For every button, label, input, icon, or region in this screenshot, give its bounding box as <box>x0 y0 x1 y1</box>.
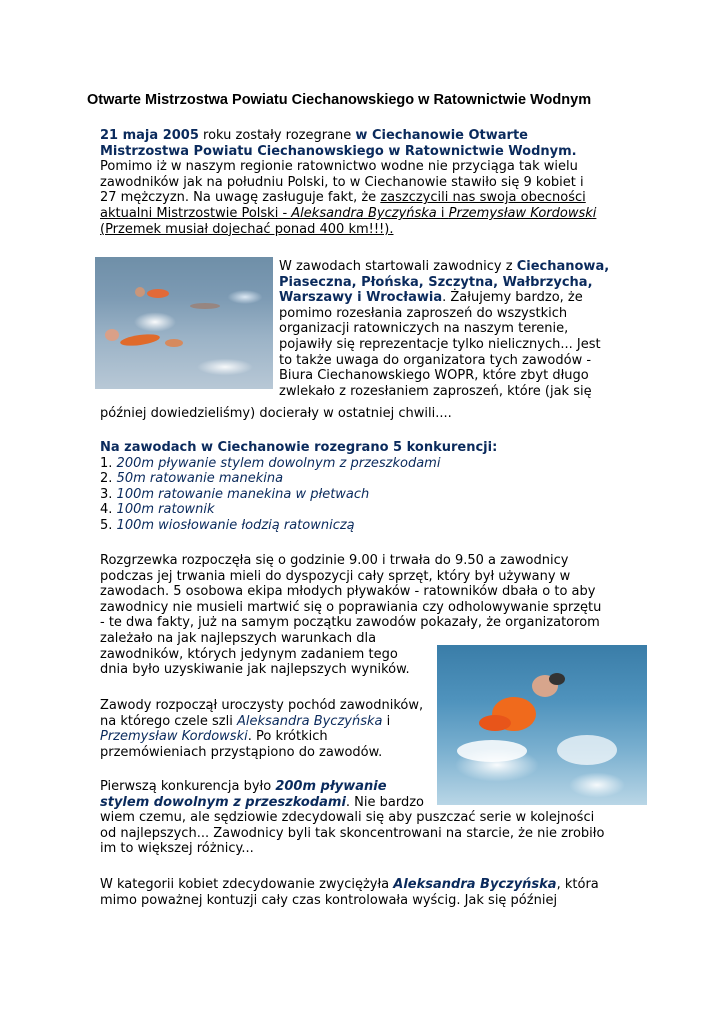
competitions-heading: Na zawodach w Ciechanowie rozegrano 5 konkurencji: <box>100 440 498 455</box>
list-item: 5. 100m wiosłowanie łodzią ratowniczą <box>100 517 355 533</box>
competitions-section <box>100 440 497 534</box>
swimming-photo <box>95 257 273 389</box>
cities-bold: Ciechanowa, <box>516 259 610 274</box>
list-item: 2. 50m ratowanie manekina <box>100 471 284 487</box>
list-item: 1. 200m pływanie stylem dowolnym z przeszkodami <box>100 455 441 471</box>
intro-text: aktualni Mistrzostwie Polski - <box>100 205 292 221</box>
intro-text: 27 mężczyzn. Na uwagę zasługuje fakt, że <box>100 190 381 206</box>
intro-line: (Przemek musiał dojechać ponad 400 km!!!). <box>100 221 394 237</box>
intro-paragraph <box>100 128 596 237</box>
participants-line: organizacji ratowniczych na naszym terenie, <box>279 321 569 337</box>
participants-line: Biura Ciechanowskiego WOPR, które zbyt długo <box>279 368 589 384</box>
competition-name: stylem dowolnym z przeszkodami <box>100 794 346 810</box>
participants-last-line: później dowiedzieliśmy) docierały w ostatniej chwili.... <box>100 406 452 421</box>
participants-line: zwlekało z rozesłaniem zaproszeń, które (jak się <box>279 383 592 399</box>
intro-text: roku zostały rozegrane <box>198 128 356 143</box>
cities-bold: Warszawy i Wrocławia <box>279 290 443 306</box>
participants-line: pomimo rozesłania zaproszeń do wszystkich <box>279 305 568 321</box>
event-date: 21 maja 2005 <box>100 128 199 143</box>
participants-text: . Żałujemy bardzo, że <box>442 290 583 306</box>
intro-line: Pomimo iż w naszym regionie ratownictwo wodne nie przyciąga tak wielu <box>100 159 578 175</box>
list-item: 4. 100m ratownik <box>100 502 215 518</box>
athlete-name: Aleksandra Byczyńska <box>236 713 383 729</box>
intro-line: zawodników jak na południu Polski, to w Ciechanowie stawiło się 9 kobiet i <box>100 174 584 190</box>
page-title: Otwarte Mistrzostwa Powiatu Ciechanowskiego w Ratownictwie Wodnym <box>87 92 592 108</box>
intro-bold: w Ciechanowie Otwarte <box>355 128 528 143</box>
intro-underlined: zaszczycili nas swoja obecności <box>380 190 586 206</box>
winner-name: Aleksandra Byczyńska <box>393 877 557 892</box>
athlete-name: Aleksandra Byczyńska <box>291 205 441 221</box>
ceremony-paragraph: Zawody rozpoczął uroczysty pochód zawodników, na którego czele szli Aleksandra Byczyńska i Przemysław Kordowski. Po krótkich przemówieniach przystąpiono do zawodów. <box>100 698 424 760</box>
athlete-name: Przemysław Kordowski <box>100 729 248 745</box>
intro-text: i <box>440 205 449 221</box>
list-item: 3. 100m ratowanie manekina w płetwach <box>100 486 370 502</box>
competition-name: 200m pływanie <box>275 779 387 794</box>
women-category-paragraph: W kategorii kobiet zdecydowanie zwyciężyła Aleksandra Byczyńska, która mimo poważnej kontuzji cały czas kontrolowała wyścig. Jak się później <box>100 877 599 908</box>
participants-text: W zawodach startowali zawodnicy z <box>279 259 517 274</box>
participants-paragraph <box>279 259 609 399</box>
first-competition-paragraph: Pierwszą konkurencja było 200m pływanie stylem dowolnym z przeszkodami. Nie bardzo wiem czemu, ale sędziowie zdecydowali się aby puszczać serie w kolejności od najlepszych... Zawodnicy byli tak skoncentrowani na starcie, że nie zrobiło im to większej różnicy... <box>100 779 605 857</box>
cities-bold: Piaseczna, Płońska, Szczytna, Wałbrzycha, <box>279 274 593 290</box>
participants-line: pojawiły się reprezentacje tylko nielicznych... Jest <box>279 336 601 352</box>
participants-line: to także uwaga do organizatora tych zawodów - <box>279 352 592 368</box>
intro-bold-line: Mistrzostwa Powiatu Ciechanowskiego w Ratownictwie Wodnym. <box>100 143 577 159</box>
athlete-name: Przemysław Kordowski <box>448 205 597 221</box>
warmup-paragraph: Rozgrzewka rozpoczęła się o godzinie 9.00 i trwała do 9.50 a zawodnicy podczas jej trwania mieli do dyspozycji cały sprzęt, który był używany w zawodach. 5 osobowa ekipa młodych pływaków - ratowników dbała o to aby zawodnicy nie musieli martwić się o poprawiania czy odholowywanie sprzętu - te dwa fakty, już na samym początku zawodów pokazały, że organizatorom zależało na jak najlepszych warunkach dla zawodników, których jedynym zadaniem tego dnia było uzyskiwanie jak najlepszych wyników. <box>100 553 602 678</box>
